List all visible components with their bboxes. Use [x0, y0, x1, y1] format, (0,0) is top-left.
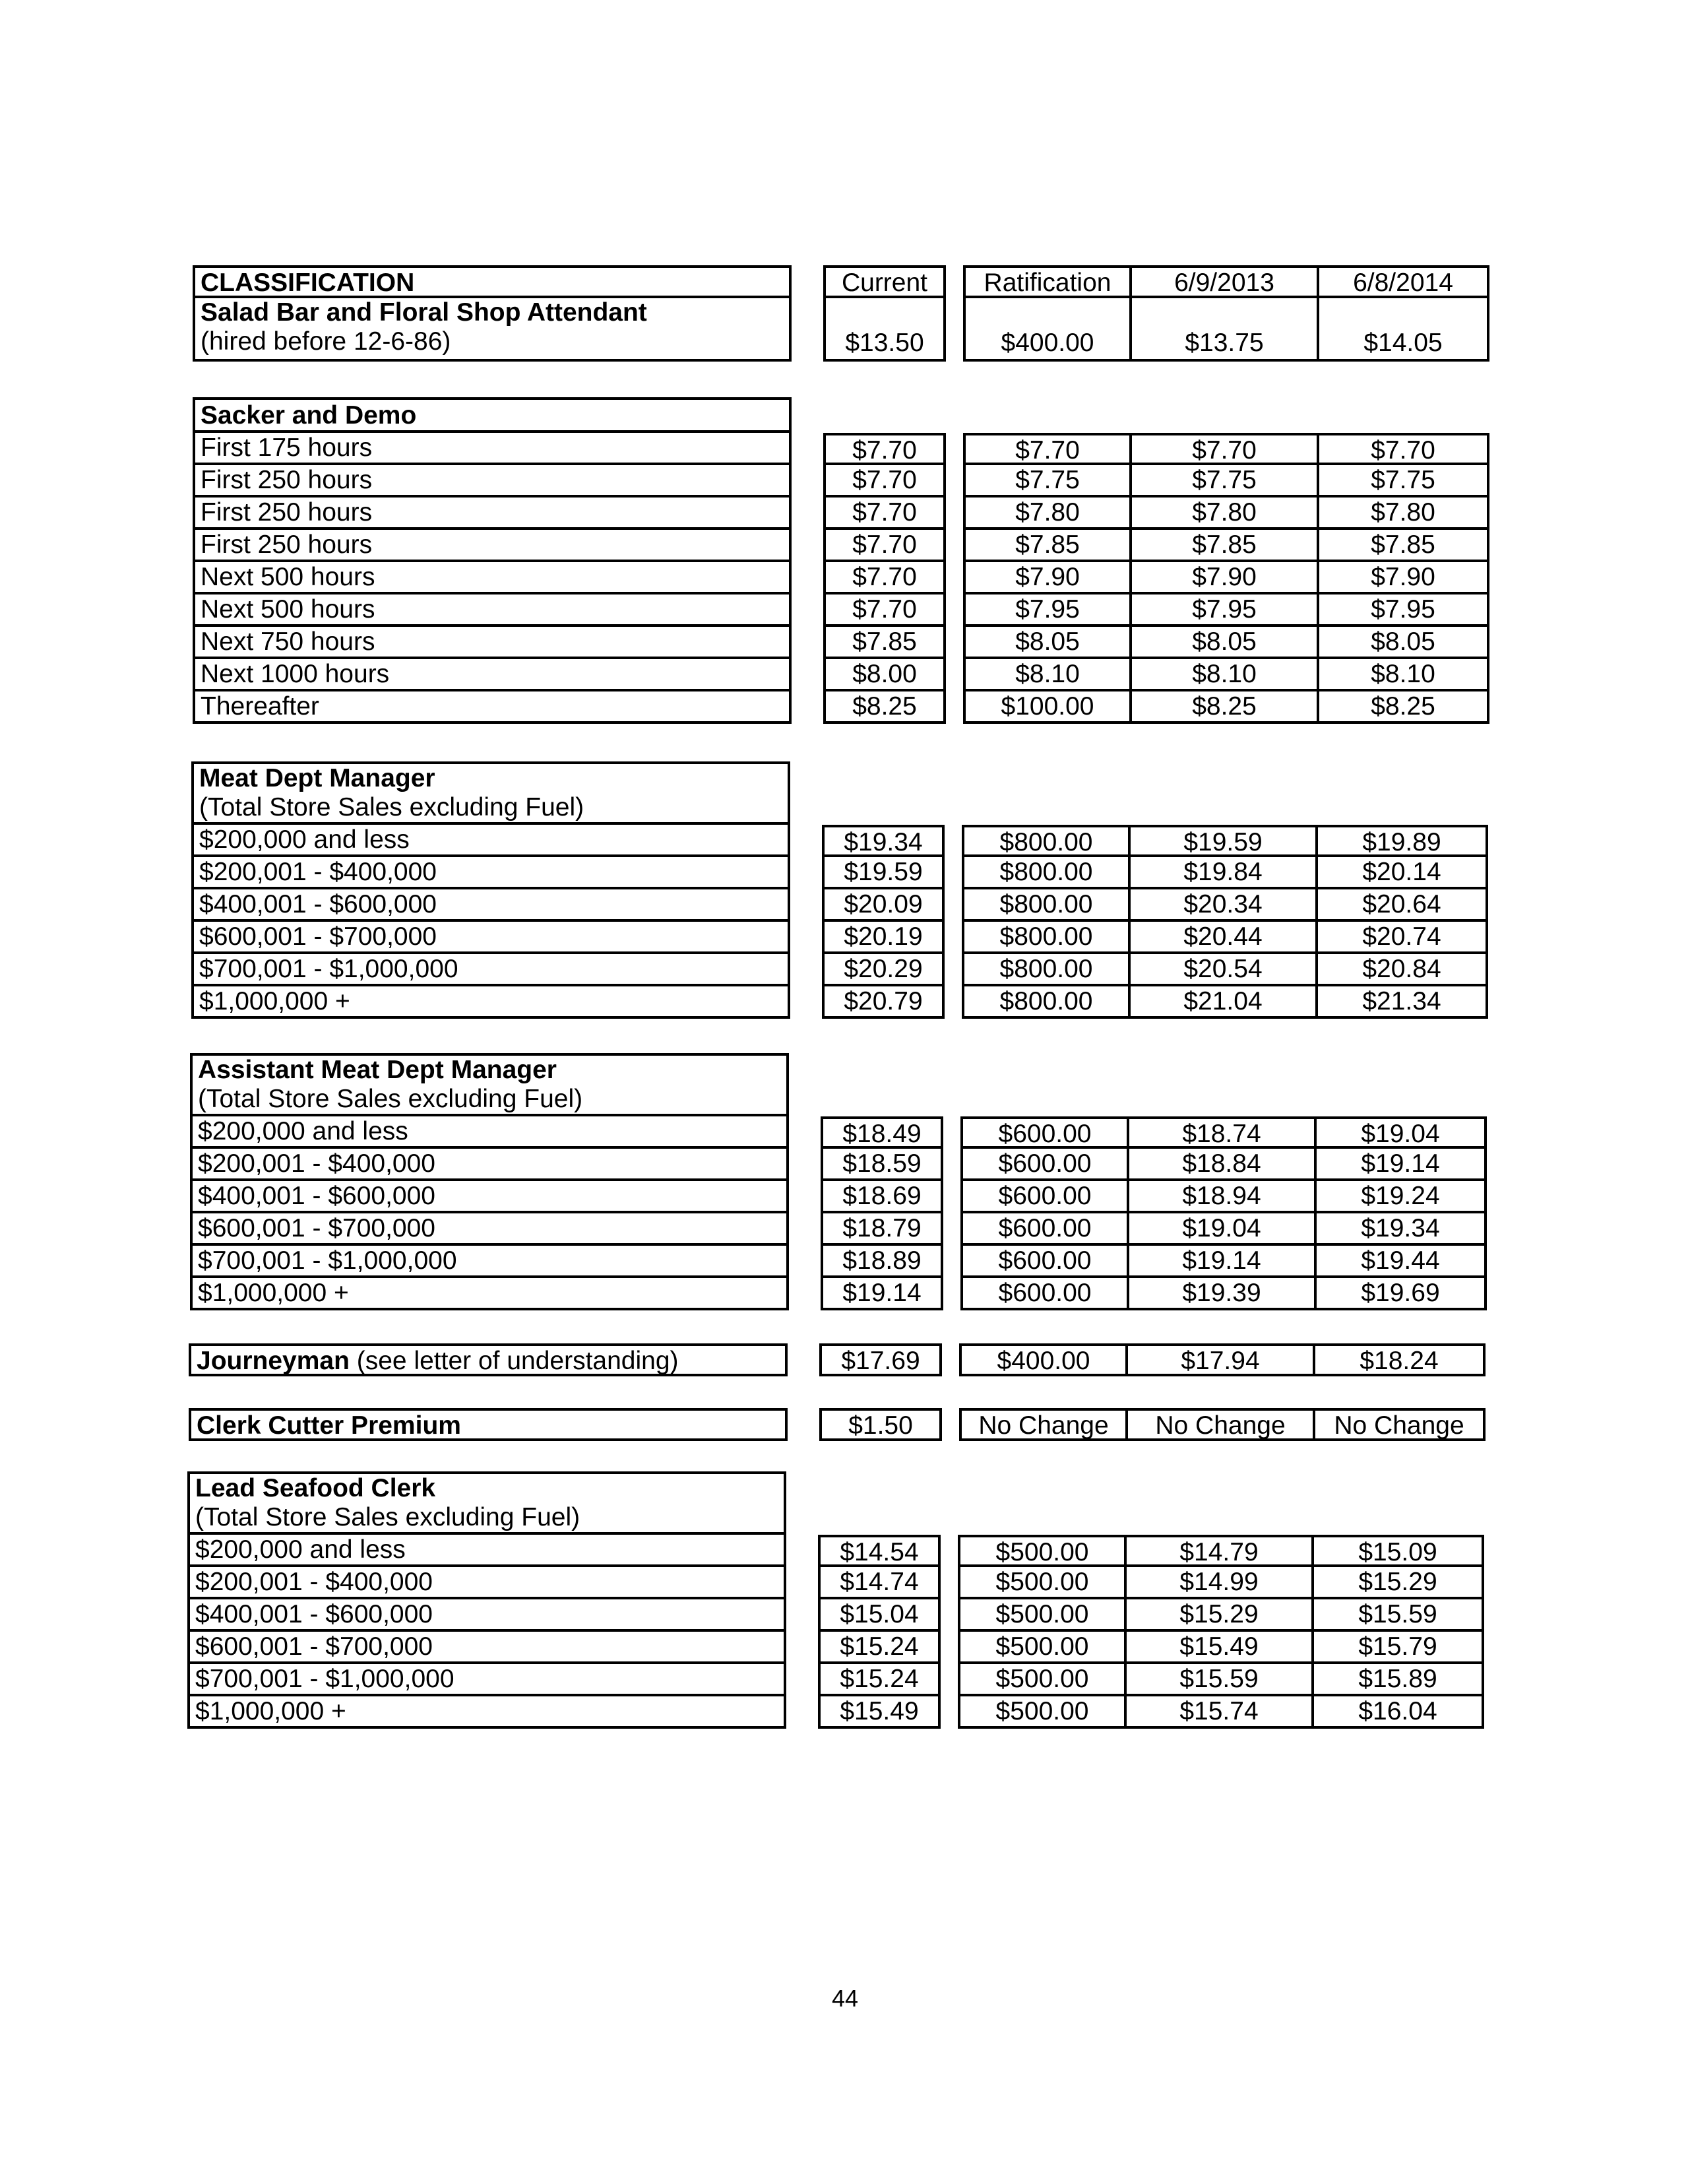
sacker-row-2013: $8.25 — [1129, 691, 1317, 724]
sacker-row-current: $8.00 — [823, 659, 946, 691]
lead-seafood-subtitle: (Total Store Sales excluding Fuel) — [195, 1503, 580, 1531]
lead-seafood-row-2013: $14.99 — [1124, 1567, 1311, 1599]
lead-seafood-row-2013: $15.59 — [1124, 1664, 1311, 1696]
asst-meat-mgr-row-label: $200,001 - $400,000 — [190, 1149, 789, 1181]
lead-seafood-row-ratification: $500.00 — [958, 1664, 1124, 1696]
meat-mgr-row-2014: $20.84 — [1315, 954, 1488, 986]
asst-meat-mgr-subtitle: (Total Store Sales excluding Fuel) — [198, 1085, 583, 1113]
meat-mgr-row-current: $20.29 — [822, 954, 945, 986]
sacker-row-ratification: $7.90 — [963, 562, 1129, 594]
asst-meat-mgr-row-2013: $19.04 — [1127, 1213, 1314, 1246]
lead-seafood-row-ratification: $500.00 — [958, 1599, 1124, 1632]
lead-seafood-row-2014: $15.59 — [1311, 1599, 1484, 1632]
meat-mgr-row-2014: $21.34 — [1315, 986, 1488, 1019]
lead-seafood-row-ratification: $500.00 — [958, 1696, 1124, 1729]
meat-mgr-row-label: $1,000,000 + — [191, 986, 790, 1019]
sacker-row-current: $7.85 — [823, 627, 946, 659]
asst-meat-mgr-row-current: $19.14 — [821, 1278, 943, 1310]
asst-meat-mgr-row-2014: $19.69 — [1314, 1278, 1487, 1310]
salad-bar-title: Salad Bar and Floral Shop Attendant — [201, 298, 647, 327]
asst-meat-mgr-row-ratification: $600.00 — [960, 1213, 1127, 1246]
journeyman-2013: $17.94 — [1125, 1343, 1313, 1376]
asst-meat-mgr-row-2014: $19.44 — [1314, 1246, 1487, 1278]
journeyman-title: Journeyman — [197, 1347, 350, 1375]
meat-mgr-row-2013: $19.59 — [1128, 825, 1315, 857]
meat-mgr-row-ratification: $800.00 — [962, 922, 1128, 954]
lead-seafood-row-ratification: $500.00 — [958, 1535, 1124, 1567]
sacker-row-2013: $7.70 — [1129, 433, 1317, 465]
meat-mgr-row-2013: $20.34 — [1128, 889, 1315, 922]
lead-seafood-row-current: $15.49 — [818, 1696, 941, 1729]
meat-mgr-title: Meat Dept Manager (Total Store Sales excluding Fuel) — [191, 761, 790, 825]
lead-seafood-row-current: $14.54 — [818, 1535, 941, 1567]
clerk-cutter-2013: No Change — [1125, 1408, 1313, 1441]
sacker-row-label: Next 500 hours — [193, 594, 792, 627]
sacker-row-label: First 250 hours — [193, 530, 792, 562]
lead-seafood-row-label: $200,000 and less — [187, 1535, 786, 1567]
asst-meat-mgr-row-2014: $19.14 — [1314, 1149, 1487, 1181]
lead-seafood-row-label: $200,001 - $400,000 — [187, 1567, 786, 1599]
meat-mgr-row-2013: $20.54 — [1128, 954, 1315, 986]
asst-meat-mgr-row-ratification: $600.00 — [960, 1246, 1127, 1278]
sacker-row-label: Next 750 hours — [193, 627, 792, 659]
meat-mgr-row-ratification: $800.00 — [962, 825, 1128, 857]
asst-meat-mgr-row-label: $400,001 - $600,000 — [190, 1181, 789, 1213]
sacker-row-2014: $7.90 — [1317, 562, 1489, 594]
asst-meat-mgr-row-2013: $18.74 — [1127, 1116, 1314, 1149]
salad-bar-note: (hired before 12-6-86) — [201, 327, 451, 356]
salad-bar-2013: $13.75 — [1129, 298, 1317, 362]
sacker-row-2014: $7.85 — [1317, 530, 1489, 562]
meat-mgr-row-current: $19.34 — [822, 825, 945, 857]
lead-seafood-row-current: $15.24 — [818, 1664, 941, 1696]
asst-meat-mgr-row-2013: $19.14 — [1127, 1246, 1314, 1278]
col-current-header: Current — [823, 265, 946, 298]
meat-mgr-row-2014: $20.64 — [1315, 889, 1488, 922]
lead-seafood-row-current: $15.24 — [818, 1632, 941, 1664]
meat-mgr-row-ratification: $800.00 — [962, 889, 1128, 922]
col-2013-header: 6/9/2013 — [1129, 265, 1317, 298]
asst-meat-mgr-row-2014: $19.24 — [1314, 1181, 1487, 1213]
meat-mgr-row-current: $20.79 — [822, 986, 945, 1019]
meat-mgr-row-current: $19.59 — [822, 857, 945, 889]
clerk-cutter-current: $1.50 — [819, 1408, 942, 1441]
salad-bar-ratification: $400.00 — [963, 298, 1129, 362]
asst-meat-mgr-row-2013: $19.39 — [1127, 1278, 1314, 1310]
sacker-row-2014: $8.25 — [1317, 691, 1489, 724]
clerk-cutter-ratification: No Change — [959, 1408, 1125, 1441]
asst-meat-mgr-row-ratification: $600.00 — [960, 1116, 1127, 1149]
lead-seafood-row-2014: $15.79 — [1311, 1632, 1484, 1664]
journeyman-label — [189, 1343, 788, 1376]
journeyman-2014: $18.24 — [1313, 1343, 1486, 1376]
sacker-row-current: $7.70 — [823, 562, 946, 594]
sacker-row-current: $7.70 — [823, 433, 946, 465]
lead-seafood-row-2014: $15.89 — [1311, 1664, 1484, 1696]
sacker-row-2013: $7.80 — [1129, 498, 1317, 530]
lead-seafood-row-current: $14.74 — [818, 1567, 941, 1599]
clerk-cutter-2014: No Change — [1313, 1408, 1486, 1441]
asst-meat-mgr-row-current: $18.79 — [821, 1213, 943, 1246]
lead-seafood-row-ratification: $500.00 — [958, 1567, 1124, 1599]
sacker-row-current: $7.70 — [823, 498, 946, 530]
sacker-row-current: $7.70 — [823, 465, 946, 498]
asst-meat-mgr-row-current: $18.69 — [821, 1181, 943, 1213]
lead-seafood-row-2014: $15.29 — [1311, 1567, 1484, 1599]
meat-mgr-row-label: $700,001 - $1,000,000 — [191, 954, 790, 986]
meat-mgr-row-2013: $19.84 — [1128, 857, 1315, 889]
meat-mgr-row-2014: $19.89 — [1315, 825, 1488, 857]
sacker-row-2014: $8.10 — [1317, 659, 1489, 691]
meat-mgr-row-ratification: $800.00 — [962, 954, 1128, 986]
asst-meat-mgr-row-label: $1,000,000 + — [190, 1278, 789, 1310]
lead-seafood-row-label: $400,001 - $600,000 — [187, 1599, 786, 1632]
sacker-row-current: $8.25 — [823, 691, 946, 724]
sacker-row-label: First 175 hours — [193, 433, 792, 465]
col-2014-header: 6/8/2014 — [1317, 265, 1489, 298]
sacker-row-label: First 250 hours — [193, 498, 792, 530]
asst-meat-mgr-row-2014: $19.04 — [1314, 1116, 1487, 1149]
lead-seafood-row-current: $15.04 — [818, 1599, 941, 1632]
sacker-row-ratification: $7.80 — [963, 498, 1129, 530]
asst-meat-mgr-row-current: $18.59 — [821, 1149, 943, 1181]
meat-mgr-row-label: $600,001 - $700,000 — [191, 922, 790, 954]
sacker-row-2014: $7.75 — [1317, 465, 1489, 498]
lead-seafood-row-ratification: $500.00 — [958, 1632, 1124, 1664]
sacker-row-ratification: $7.75 — [963, 465, 1129, 498]
meat-mgr-row-ratification: $800.00 — [962, 857, 1128, 889]
salad-bar-current: $13.50 — [823, 298, 946, 362]
asst-meat-mgr-title: Assistant Meat Dept Manager (Total Store Sales excluding Fuel) — [190, 1053, 789, 1116]
sacker-row-ratification: $7.70 — [963, 433, 1129, 465]
sacker-row-label: Thereafter — [193, 691, 792, 724]
meat-mgr-row-label: $200,001 - $400,000 — [191, 857, 790, 889]
salad-bar-label — [193, 298, 792, 362]
asst-meat-mgr-row-ratification: $600.00 — [960, 1278, 1127, 1310]
sacker-row-2013: $7.95 — [1129, 594, 1317, 627]
page-number: 44 — [831, 1985, 859, 2012]
meat-mgr-row-current: $20.19 — [822, 922, 945, 954]
asst-meat-mgr-row-2014: $19.34 — [1314, 1213, 1487, 1246]
lead-seafood-row-label: $1,000,000 + — [187, 1696, 786, 1729]
sacker-row-label: Next 1000 hours — [193, 659, 792, 691]
classification-header: CLASSIFICATION — [193, 265, 792, 298]
lead-seafood-title: Lead Seafood Clerk (Total Store Sales excluding Fuel) — [187, 1471, 786, 1535]
meat-mgr-row-ratification: $800.00 — [962, 986, 1128, 1019]
sacker-row-2013: $8.10 — [1129, 659, 1317, 691]
meat-mgr-subtitle: (Total Store Sales excluding Fuel) — [199, 793, 584, 821]
lead-seafood-row-label: $600,001 - $700,000 — [187, 1632, 786, 1664]
sacker-row-2014: $7.80 — [1317, 498, 1489, 530]
meat-mgr-row-label: $400,001 - $600,000 — [191, 889, 790, 922]
sacker-row-ratification: $8.10 — [963, 659, 1129, 691]
meat-mgr-row-current: $20.09 — [822, 889, 945, 922]
sacker-row-2013: $7.90 — [1129, 562, 1317, 594]
sacker-title: Sacker and Demo — [193, 397, 792, 433]
sacker-row-2014: $8.05 — [1317, 627, 1489, 659]
sacker-row-2013: $7.75 — [1129, 465, 1317, 498]
sacker-row-2013: $8.05 — [1129, 627, 1317, 659]
journeyman-current: $17.69 — [819, 1343, 942, 1376]
lead-seafood-row-2013: $14.79 — [1124, 1535, 1311, 1567]
meat-mgr-row-label: $200,000 and less — [191, 825, 790, 857]
sacker-row-ratification: $7.85 — [963, 530, 1129, 562]
sacker-row-current: $7.70 — [823, 530, 946, 562]
asst-meat-mgr-row-ratification: $600.00 — [960, 1149, 1127, 1181]
col-ratification-header: Ratification — [963, 265, 1129, 298]
sacker-row-ratification: $7.95 — [963, 594, 1129, 627]
salad-bar-2014: $14.05 — [1317, 298, 1489, 362]
sacker-row-label: Next 500 hours — [193, 562, 792, 594]
lead-seafood-row-label: $700,001 - $1,000,000 — [187, 1664, 786, 1696]
asst-meat-mgr-row-current: $18.89 — [821, 1246, 943, 1278]
clerk-cutter-label: Clerk Cutter Premium — [189, 1408, 788, 1441]
asst-meat-mgr-row-2013: $18.94 — [1127, 1181, 1314, 1213]
sacker-row-2013: $7.85 — [1129, 530, 1317, 562]
asst-meat-mgr-row-label: $200,000 and less — [190, 1116, 789, 1149]
asst-meat-mgr-row-current: $18.49 — [821, 1116, 943, 1149]
lead-seafood-row-2013: $15.49 — [1124, 1632, 1311, 1664]
sacker-row-label: First 250 hours — [193, 465, 792, 498]
meat-mgr-row-2013: $20.44 — [1128, 922, 1315, 954]
asst-meat-mgr-row-ratification: $600.00 — [960, 1181, 1127, 1213]
sacker-row-current: $7.70 — [823, 594, 946, 627]
sacker-row-2014: $7.70 — [1317, 433, 1489, 465]
sacker-row-ratification: $8.05 — [963, 627, 1129, 659]
asst-meat-mgr-row-label: $700,001 - $1,000,000 — [190, 1246, 789, 1278]
meat-mgr-row-2013: $21.04 — [1128, 986, 1315, 1019]
lead-seafood-row-2014: $16.04 — [1311, 1696, 1484, 1729]
sacker-row-2014: $7.95 — [1317, 594, 1489, 627]
asst-meat-mgr-row-label: $600,001 - $700,000 — [190, 1213, 789, 1246]
lead-seafood-row-2013: $15.29 — [1124, 1599, 1311, 1632]
lead-seafood-row-2013: $15.74 — [1124, 1696, 1311, 1729]
journeyman-note: (see letter of understanding) — [349, 1347, 679, 1375]
meat-mgr-row-2014: $20.14 — [1315, 857, 1488, 889]
sacker-row-ratification: $100.00 — [963, 691, 1129, 724]
lead-seafood-row-2014: $15.09 — [1311, 1535, 1484, 1567]
journeyman-ratification: $400.00 — [959, 1343, 1125, 1376]
meat-mgr-row-2014: $20.74 — [1315, 922, 1488, 954]
asst-meat-mgr-row-2013: $18.84 — [1127, 1149, 1314, 1181]
